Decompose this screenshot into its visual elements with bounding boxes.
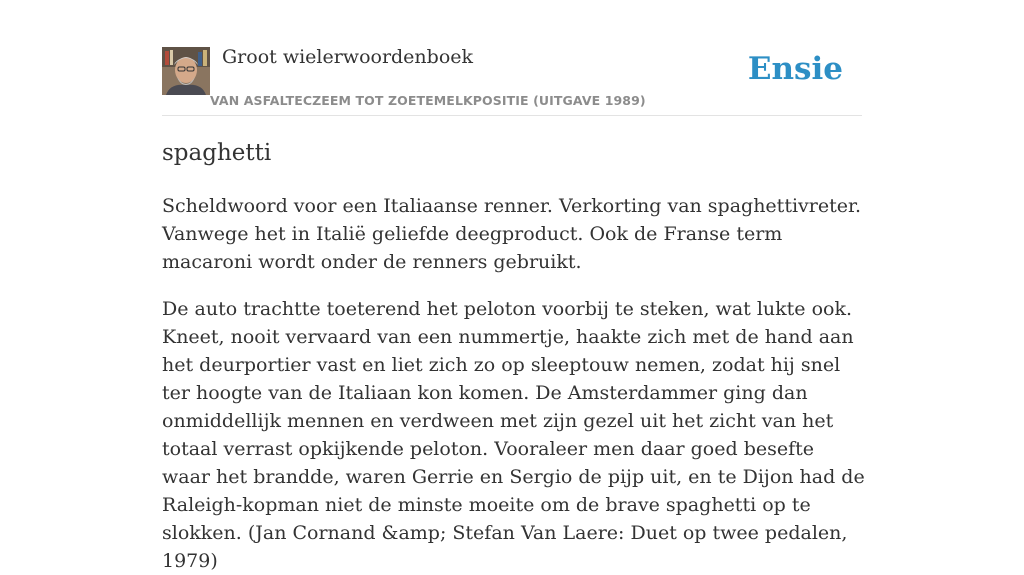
book-subtitle: VAN ASFALTECZEEM TOT ZOETEMELKPOSITIE (UITGAVE 1989) bbox=[210, 93, 646, 108]
entry-headword: spaghetti bbox=[162, 140, 272, 166]
definition-paragraph: Scheldwoord voor een Italiaanse renner. Verkorting van spaghettivreter. Vanwege het in Italië geliefde deegproduct. Ook de Franse term macaroni wordt onder de renners gebruikt. bbox=[162, 195, 862, 273]
header bbox=[162, 45, 862, 116]
author-avatar[interactable] bbox=[162, 47, 210, 95]
ensie-logo-link[interactable]: Ensie bbox=[747, 51, 843, 87]
example-paragraph: De auto trachtte toeterend het peloton voorbij te steken, wat lukte ook. Kneet, nooit vervaard van een nummertje, haakte zich met de hand aan het deurportier vast en liet zich zo op sleeptouw nemen, zodat hij snel ter hoogte van de Italiaan kon komen. De Amsterdammer ging dan onmiddellijk mennen en verdween met zijn gezel uit het zicht van het totaal verrast opkijkende peloton. Vooraleer men daar goed besefte waar het brandde, waren Gerrie en Sergio de pijp uit, en te Dijon had de Raleigh-kopman niet de minste moeite om de brave spaghetti op te slokken. (Jan Cornand &amp; Stefan Van Laere: Duet op twee pedalen, 1979) bbox=[162, 298, 865, 572]
book-title[interactable]: Groot wielerwoordenboek bbox=[222, 46, 474, 68]
portrait-image bbox=[162, 47, 210, 95]
